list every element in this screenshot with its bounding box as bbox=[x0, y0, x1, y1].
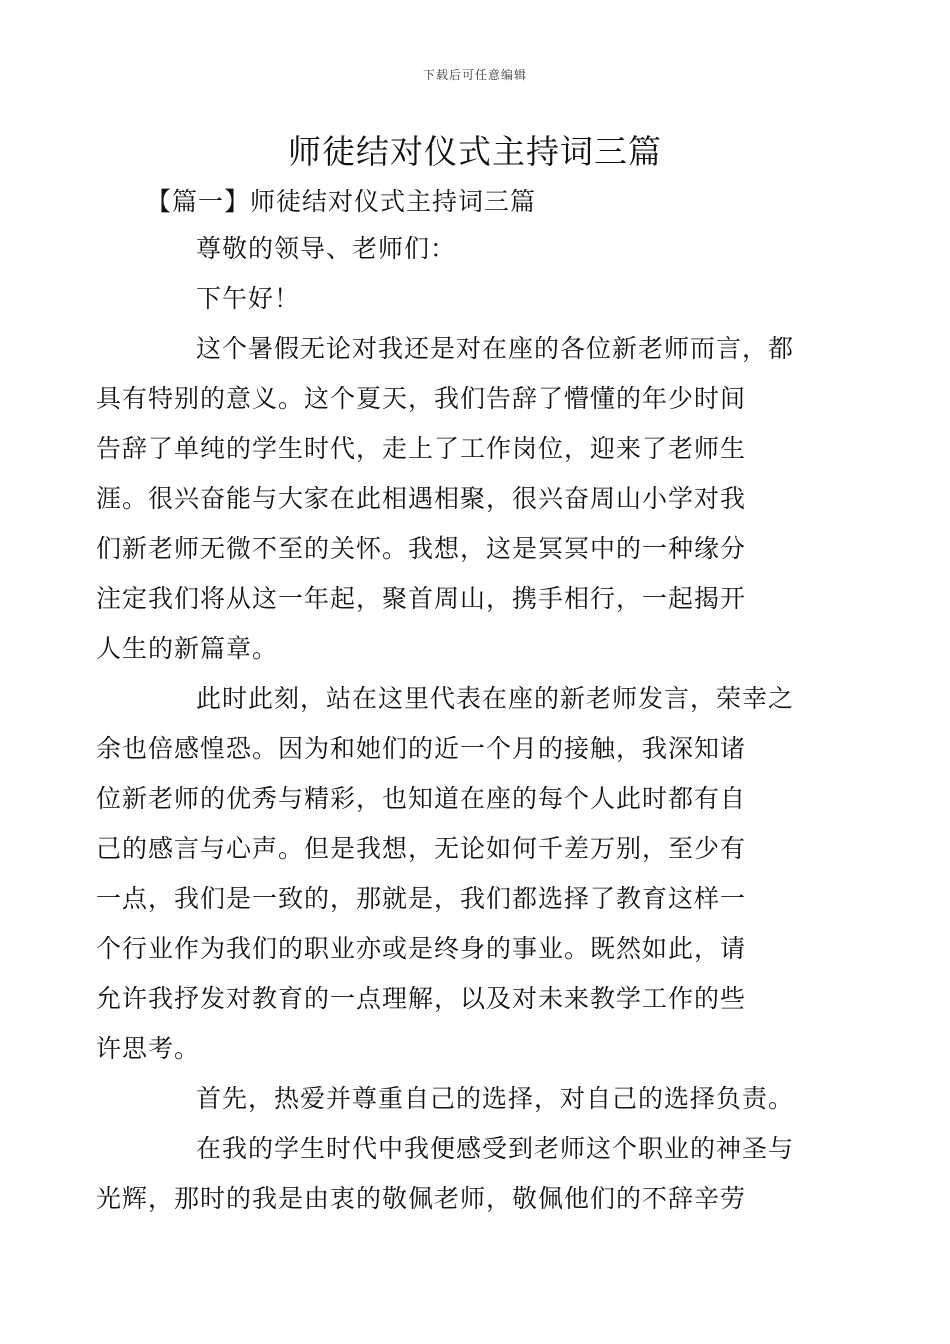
text-line: 告辞了单纯的学生时代，走上了工作岗位，迎来了老师生 bbox=[96, 434, 747, 463]
text-line: 光辉，那时的我是由衷的敬佩老师，敬佩他们的不辞辛劳 bbox=[96, 1184, 747, 1213]
section-heading: 【篇一】师徒结对仪式主持词三篇 bbox=[146, 187, 537, 216]
text-line: 涯。很兴奋能与大家在此相遇相聚，很兴奋周山小学对我 bbox=[96, 484, 747, 513]
body-paragraph bbox=[96, 1124, 806, 1224]
document-body bbox=[96, 224, 806, 1224]
text-line: 尊敬的领导、老师们： bbox=[196, 234, 457, 263]
text-line: 人生的新篇章。 bbox=[96, 634, 279, 663]
body-paragraph bbox=[146, 1074, 806, 1124]
text-line: 这个暑假无论对我还是对在座的各位新老师而言，都 bbox=[196, 334, 795, 363]
text-line: 允许我抒发对教育的一点理解，以及对未来教学工作的些 bbox=[96, 984, 747, 1013]
text-line: 们新老师无微不至的关怀。我想，这是冥冥中的一种缘分 bbox=[96, 534, 747, 563]
text-line: 个行业作为我们的职业亦或是终身的事业。既然如此，请 bbox=[96, 934, 747, 963]
text-line: 余也倍感惶恐。因为和她们的近一个月的接触，我深知诸 bbox=[96, 734, 747, 763]
body-paragraph bbox=[96, 324, 806, 674]
text-line: 注定我们将从这一年起，聚首周山，携手相行，一起揭开 bbox=[96, 584, 747, 613]
text-line: 此时此刻，站在这里代表在座的新老师发言，荣幸之 bbox=[196, 684, 795, 713]
body-paragraph bbox=[96, 674, 806, 1074]
text-line: 在我的学生时代中我便感受到老师这个职业的神圣与 bbox=[196, 1134, 795, 1163]
text-line: 己的感言与心声。但是我想，无论如何千差万别，至少有 bbox=[96, 834, 747, 863]
header-note: 下载后可任意编辑 bbox=[422, 68, 527, 82]
text-line: 首先，热爱并尊重自己的选择，对自己的选择负责。 bbox=[196, 1084, 795, 1113]
text-line: 下午好！ bbox=[196, 284, 301, 313]
text-line: 具有特别的意义。这个夏天，我们告辞了懵懂的年少时间 bbox=[96, 384, 747, 413]
salutation-paragraph bbox=[146, 274, 806, 324]
document-title: 师徒结对仪式主持词三篇 bbox=[288, 132, 662, 171]
text-line: 一点，我们是一致的，那就是，我们都选择了教育这样一 bbox=[96, 884, 747, 913]
text-line: 位新老师的优秀与精彩，也知道在座的每个人此时都有自 bbox=[96, 784, 747, 813]
greeting-paragraph bbox=[146, 224, 806, 274]
text-line: 许思考。 bbox=[96, 1034, 201, 1063]
